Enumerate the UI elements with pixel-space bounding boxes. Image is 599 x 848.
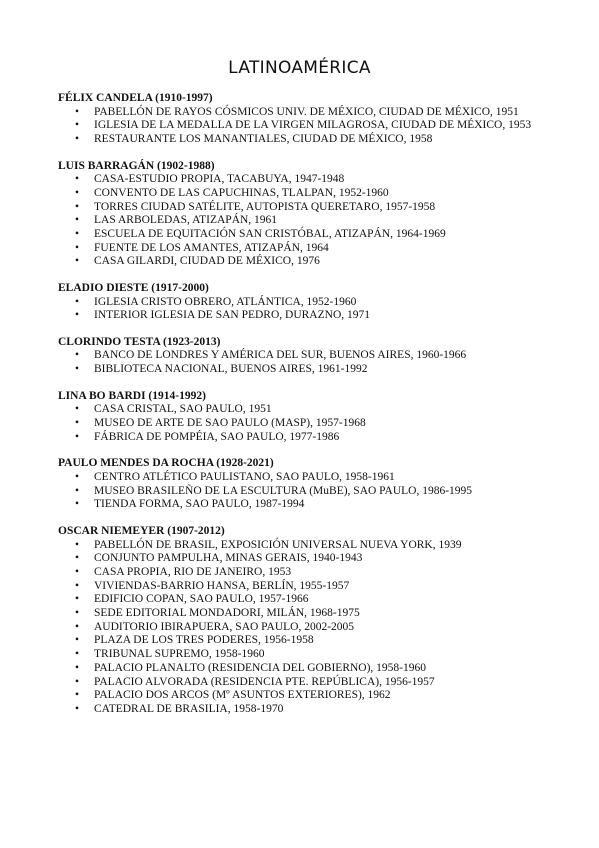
list-item: [58, 255, 558, 269]
list-item: [58, 214, 558, 228]
architect-heading: ELADIO DIESTE (1917-2000): [58, 282, 209, 295]
bullet-icon: •: [75, 565, 80, 578]
architect-section: [58, 336, 558, 377]
architect-heading: FÉLIX CANDELA (1910-1997): [58, 92, 213, 104]
bullet-icon: •: [75, 255, 80, 268]
works-list: [58, 349, 558, 376]
work-text: BIBLIOTECA NACIONAL, BUENOS AIRES, 1961-1992: [94, 363, 368, 376]
works-list: [58, 296, 558, 323]
works-list: [58, 539, 558, 717]
list-item: [58, 676, 558, 690]
list-item: [58, 106, 558, 120]
bullet-icon: •: [75, 661, 80, 674]
list-item: [58, 566, 558, 580]
architect-section: [58, 92, 558, 147]
bullet-icon: •: [75, 403, 80, 416]
list-item: [58, 187, 558, 201]
bullet-icon: •: [75, 173, 80, 186]
work-text: LAS ARBOLEDAS, ATIZAPÁN, 1961: [94, 214, 278, 227]
work-text: CASA-ESTUDIO PROPIA, TACABUYA, 1947-1948: [94, 173, 345, 186]
list-item: [58, 417, 558, 431]
architect-heading: PAULO MENDES DA ROCHA (1928-2021): [58, 457, 274, 470]
bullet-icon: •: [75, 593, 80, 606]
list-item: [58, 119, 558, 133]
list-item: [58, 634, 558, 648]
list-item: [58, 593, 558, 607]
bullet-icon: •: [75, 119, 80, 132]
bullet-icon: •: [75, 689, 80, 702]
bullet-icon: •: [75, 214, 80, 227]
list-item: [58, 173, 558, 187]
bullet-icon: •: [75, 295, 80, 308]
work-text: CASA GILARDI, CIUDAD DE MÉXICO, 1976: [94, 255, 320, 268]
bullet-icon: •: [75, 703, 80, 715]
architect-heading: OSCAR NIEMEYER (1907-2012): [58, 525, 225, 538]
work-text: EDIFICIO COPAN, SAO PAULO, 1957-1966: [94, 593, 309, 606]
work-text: AUDITORIO IBIRAPUERA, SAO PAULO, 2002-2005: [94, 620, 355, 633]
architect-section: [58, 160, 558, 269]
work-text: IGLESIA DE LA MEDALLA DE LA VIRGEN MILAGROSA, CIUDAD DE MÉXICO, 1953: [94, 119, 532, 132]
bullet-icon: •: [75, 417, 80, 430]
work-text: TRIBUNAL SUPREMO, 1958-1960: [94, 648, 265, 661]
works-list: [58, 173, 558, 269]
work-text: PALACIO ALVORADA (RESIDENCIA PTE. REPÚBLICA), 1956-1957: [94, 675, 435, 688]
work-text: CATEDRAL DE BRASILIA, 1958-1970: [94, 703, 284, 715]
work-text: CASA PROPIA, RIO DE JANEIRO, 1953: [94, 565, 292, 578]
architect-heading: LUIS BARRAGÁN (1902-1988): [58, 159, 215, 172]
bullet-icon: •: [75, 132, 80, 145]
architect-heading: LINA BO BARDI (1914-1992): [58, 389, 206, 402]
bullet-icon: •: [75, 620, 80, 633]
work-text: VIVIENDAS-BARRIO HANSA, BERLÍN, 1955-1957: [94, 579, 350, 592]
page-title: LATINOAMÉRICA: [228, 58, 371, 78]
list-item: [58, 648, 558, 662]
bullet-icon: •: [75, 105, 80, 118]
bullet-icon: •: [75, 648, 80, 661]
work-text: CONVENTO DE LAS CAPUCHINAS, TLALPAN, 1952-1960: [94, 186, 389, 199]
list-item: [58, 403, 558, 417]
list-item: [58, 689, 558, 703]
work-text: IGLESIA CRISTO OBRERO, ATLÁNTICA, 1952-1960: [94, 295, 357, 308]
list-item: [58, 471, 558, 485]
architect-heading: CLORINDO TESTA (1923-2013): [58, 335, 221, 348]
bullet-icon: •: [75, 241, 80, 254]
list-item: [58, 552, 558, 566]
work-text: PABELLÓN DE BRASIL, EXPOSICIÓN UNIVERSAL NUEVA YORK, 1939: [94, 538, 462, 551]
list-item: [58, 580, 558, 594]
list-item: [58, 621, 558, 635]
list-item: [58, 201, 558, 215]
work-text: FUENTE DE LOS AMANTES, ATIZAPÁN, 1964: [94, 241, 329, 254]
bullet-icon: •: [75, 579, 80, 592]
work-text: MUSEO DE ARTE DE SAO PAULO (MASP), 1957-1968: [94, 417, 366, 430]
bullet-icon: •: [75, 349, 80, 362]
work-text: PALACIO DOS ARCOS (Mº ASUNTOS EXTERIORES), 1962: [94, 689, 391, 702]
list-item: [58, 498, 558, 512]
bullet-icon: •: [75, 200, 80, 213]
bullet-icon: •: [75, 498, 80, 511]
architect-section: [58, 390, 558, 445]
work-text: RESTAURANTE LOS MANANTIALES, CIUDAD DE MÉXICO, 1958: [94, 132, 433, 145]
work-text: ESCUELA DE EQUITACIÓN SAN CRISTÓBAL, ATIZAPÁN, 1964-1969: [94, 227, 446, 240]
list-item: [58, 133, 558, 147]
bullet-icon: •: [75, 363, 80, 376]
bullet-icon: •: [75, 430, 80, 443]
bullet-icon: •: [75, 552, 80, 565]
list-item: [58, 662, 558, 676]
work-text: BANCO DE LONDRES Y AMÉRICA DEL SUR, BUENOS AIRES, 1960-1966: [94, 349, 467, 362]
work-text: CASA CRISTAL, SAO PAULO, 1951: [94, 403, 272, 416]
works-list: [58, 471, 558, 512]
bullet-icon: •: [75, 309, 80, 322]
work-text: TIENDA FORMA, SAO PAULO, 1987-1994: [94, 498, 305, 511]
list-item: [58, 309, 558, 323]
list-item: [58, 296, 558, 310]
work-text: CONJUNTO PAMPULHA, MINAS GERAIS, 1940-1943: [94, 552, 363, 565]
list-item: [58, 485, 558, 499]
work-text: SEDE EDITORIAL MONDADORI, MILÁN, 1968-1975: [94, 607, 360, 620]
works-list: [58, 106, 558, 147]
list-item: [58, 242, 558, 256]
work-text: TORRES CIUDAD SATÉLITE, AUTOPISTA QUERETARO, 1957-1958: [94, 200, 436, 213]
list-item: [58, 539, 558, 553]
bullet-icon: •: [75, 470, 80, 483]
architect-section: [58, 525, 558, 717]
work-text: CENTRO ATLÉTICO PAULISTANO, SAO PAULO, 1958-1961: [94, 470, 395, 483]
architect-section: [58, 282, 558, 323]
list-item: [58, 363, 558, 377]
work-text: PALACIO PLANALTO (RESIDENCIA DEL GOBIERNO), 1958-1960: [94, 661, 427, 674]
bullet-icon: •: [75, 227, 80, 240]
list-item: [58, 228, 558, 242]
document-body: [58, 92, 558, 730]
work-text: MUSEO BRASILEÑO DE LA ESCULTURA (MuBE), SAO PAULO, 1986-1995: [94, 484, 473, 497]
works-list: [58, 403, 558, 444]
work-text: INTERIOR IGLESIA DE SAN PEDRO, DURAZNO, 1971: [94, 309, 370, 322]
bullet-icon: •: [75, 634, 80, 647]
work-text: FÁBRICA DE POMPÉIA, SAO PAULO, 1977-1986: [94, 430, 340, 443]
architect-section: [58, 457, 558, 512]
bullet-icon: •: [75, 538, 80, 551]
work-text: PABELLÓN DE RAYOS CÓSMICOS UNIV. DE MÉXICO, CIUDAD DE MÉXICO, 1951: [94, 105, 519, 118]
list-item: [58, 431, 558, 445]
bullet-icon: •: [75, 607, 80, 620]
bullet-icon: •: [75, 484, 80, 497]
list-item: [58, 607, 558, 621]
work-text: PLAZA DE LOS TRES PODERES, 1956-1958: [94, 634, 314, 647]
list-item: [58, 349, 558, 363]
bullet-icon: •: [75, 186, 80, 199]
list-item: [58, 703, 558, 717]
bullet-icon: •: [75, 675, 80, 688]
